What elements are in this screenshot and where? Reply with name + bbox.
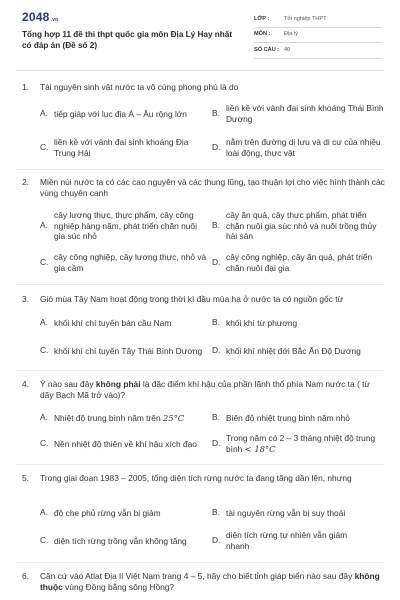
stem-text: vùng Đồng bằng sông Hồng? [62, 582, 175, 593]
option-letter: C. [40, 535, 49, 546]
option-math: 25°C [162, 412, 185, 423]
option-text: khối khí từ phương [226, 317, 298, 328]
question-number: 3. [22, 294, 29, 304]
logo-suffix: .vn [50, 17, 59, 23]
option-text: khối khí chí tuyến Tây Thái Bình Dương [54, 345, 203, 356]
option-text: cây ăn quả, cây thực phẩm, phát triển chăn nuôi gia súc nhỏ và nuôi trồng thủy hải sản [226, 209, 377, 242]
question-stem: Trong giai đoạn 1983 – 2005, tổng diện tích rừng nước ta đang tăng dần lên, nhưng [40, 473, 352, 483]
logo-text: 2048 [22, 10, 50, 24]
stem-emphasis: không phải [95, 379, 141, 389]
option-text-main: Nhiệt độ trung bình năm trên [54, 412, 163, 423]
stem-text: là đặc điểm khí hậu của phần lãnh thổ phía Nam nước ta ( từ dãy Bạch Mã trở vào)? [40, 379, 371, 401]
option-text: diện tích rừng trồng vẫn không tăng [54, 535, 187, 546]
option-text: cây công nghiệp, cây lương thực, nhỏ và gia cầm [54, 252, 207, 273]
option-text: tiếp giáp với lục địa Á – Âu rộng lớn [54, 108, 187, 119]
option-a[interactable] [40, 315, 210, 331]
question-stem [40, 571, 385, 593]
question-divider [16, 464, 384, 465]
stem-emphasis: không thuộc [40, 571, 380, 593]
option-letter: B. [212, 317, 220, 328]
option-letter: D. [212, 345, 221, 356]
option-text: liền kề với vành đai sinh khoáng Địa Trung Hải [54, 137, 189, 158]
option-d[interactable] [212, 136, 384, 160]
site-logo[interactable] [22, 10, 58, 26]
option-text: tài nguyên rừng vẫn bị suy thoái [226, 507, 346, 518]
option-c[interactable] [40, 339, 210, 363]
option-a[interactable] [40, 209, 210, 243]
option-a[interactable] [40, 410, 210, 426]
meta-label-subject: MÔN : [254, 31, 271, 38]
option-c[interactable] [40, 136, 205, 160]
option-c[interactable] [40, 251, 210, 275]
option-c[interactable] [40, 432, 205, 456]
option-text [226, 433, 384, 455]
option-letter: B. [212, 412, 220, 423]
option-letter: D. [212, 257, 221, 268]
option-text: Nền nhiệt độ thiên về khí hậu xích đạo [54, 438, 197, 449]
question-number: 2. [22, 177, 29, 187]
option-letter: A. [40, 507, 48, 518]
meta-row-class [254, 12, 382, 28]
option-b[interactable] [212, 410, 384, 426]
option-a[interactable] [40, 102, 205, 126]
option-b[interactable] [212, 102, 384, 126]
meta-table [254, 12, 382, 59]
option-letter: B. [212, 507, 220, 518]
option-letter: D. [212, 535, 221, 546]
option-letter: B. [212, 108, 220, 119]
option-b[interactable] [212, 209, 384, 243]
question-stem: Tài nguyên sinh vật nước ta vô cùng phong phú là do [40, 82, 239, 92]
option-letter: A. [40, 220, 48, 231]
header-divider [16, 70, 384, 71]
option-letter: A. [40, 412, 48, 423]
option-letter: D. [212, 438, 221, 449]
option-text: diện tích rừng tự nhiên vẫn giảm nhanh [226, 530, 348, 551]
question-number: 4. [22, 379, 29, 389]
question-divider [16, 284, 384, 285]
option-letter: B. [212, 220, 220, 231]
meta-row-subject [254, 28, 382, 44]
question-number: 5. [22, 473, 29, 483]
option-text [54, 413, 184, 424]
option-c[interactable] [40, 533, 212, 549]
question-divider [16, 562, 384, 563]
option-text: khối khí chí tuyến bán cầu Nam [54, 317, 172, 328]
option-math: < 18°C [244, 444, 276, 454]
question-divider [16, 370, 384, 371]
stem-text: Căn cứ vào Atlat Địa lí Việt Nam trang 4 – 5, hãy cho biết tỉnh giáp biển nào sau đây [40, 571, 355, 581]
question-stem: Miền núi nước ta có các cao nguyên và các thung lũng, tạo thuận lợi cho việc hình thành các vùng chuyên canh [40, 177, 385, 199]
option-text: Biên độ nhiệt trung bình năm nhỏ [226, 412, 350, 423]
question-divider [16, 169, 384, 170]
option-letter: C. [40, 257, 49, 268]
question-number: 1. [22, 82, 29, 92]
question-stem [40, 379, 385, 401]
option-b[interactable] [212, 505, 384, 521]
question-number: 6. [22, 571, 29, 581]
option-letter: A. [40, 317, 48, 328]
option-d[interactable] [212, 529, 372, 553]
option-text-main: Trong năm có 2 – 3 tháng nhiệt độ trung bình [226, 433, 376, 454]
option-b[interactable] [212, 315, 384, 331]
option-d[interactable] [212, 432, 384, 456]
option-text: liền kề với vành đai sinh khoáng Thái Bình Dương [226, 103, 384, 124]
document-header [0, 0, 400, 70]
option-letter: C. [40, 142, 49, 153]
meta-value-count: 40 [284, 46, 291, 53]
option-letter: A. [40, 108, 48, 119]
option-a[interactable] [40, 505, 210, 521]
option-text: khối khí nhiệt đới Bắc Ấn Độ Dương [226, 345, 361, 356]
option-d[interactable] [212, 251, 384, 275]
option-text: cây công nghiệp, cây ăn quả, phát triển chăn nuôi đại gia [226, 252, 373, 273]
question-stem: Gió mùa Tây Nam hoạt động trong thời kì đầu mùa hạ ở nước ta có nguồn gốc từ [40, 294, 344, 304]
page-title: Tổng hợp 11 đề thi thpt quốc gia môn Địa Lý Hay nhất có đáp án (Đề số 2) [22, 30, 233, 51]
meta-value-subject: Địa lý [284, 31, 298, 38]
option-text: cây lương thực, thực phẩm, cây công nghiệp hàng năm, phát triển chăn nuôi gia súc nhỏ [54, 209, 197, 242]
option-d[interactable] [212, 343, 384, 359]
meta-label-class: LỚP : [254, 15, 270, 22]
option-text: nằm trên đường di lưu và di cư của nhiều loài động, thực vật [226, 137, 381, 158]
meta-label-count: SỐ CÂU : [254, 46, 280, 53]
option-text: độ che phủ rừng vẫn bị giảm [54, 507, 161, 518]
meta-row-count [254, 43, 382, 59]
option-letter: C. [40, 345, 49, 356]
meta-value-class: Tốt nghiệp THPT [284, 15, 327, 22]
stem-text: Ý nào sau đây [40, 379, 96, 389]
option-letter: C. [40, 438, 49, 449]
option-letter: D. [212, 142, 221, 153]
